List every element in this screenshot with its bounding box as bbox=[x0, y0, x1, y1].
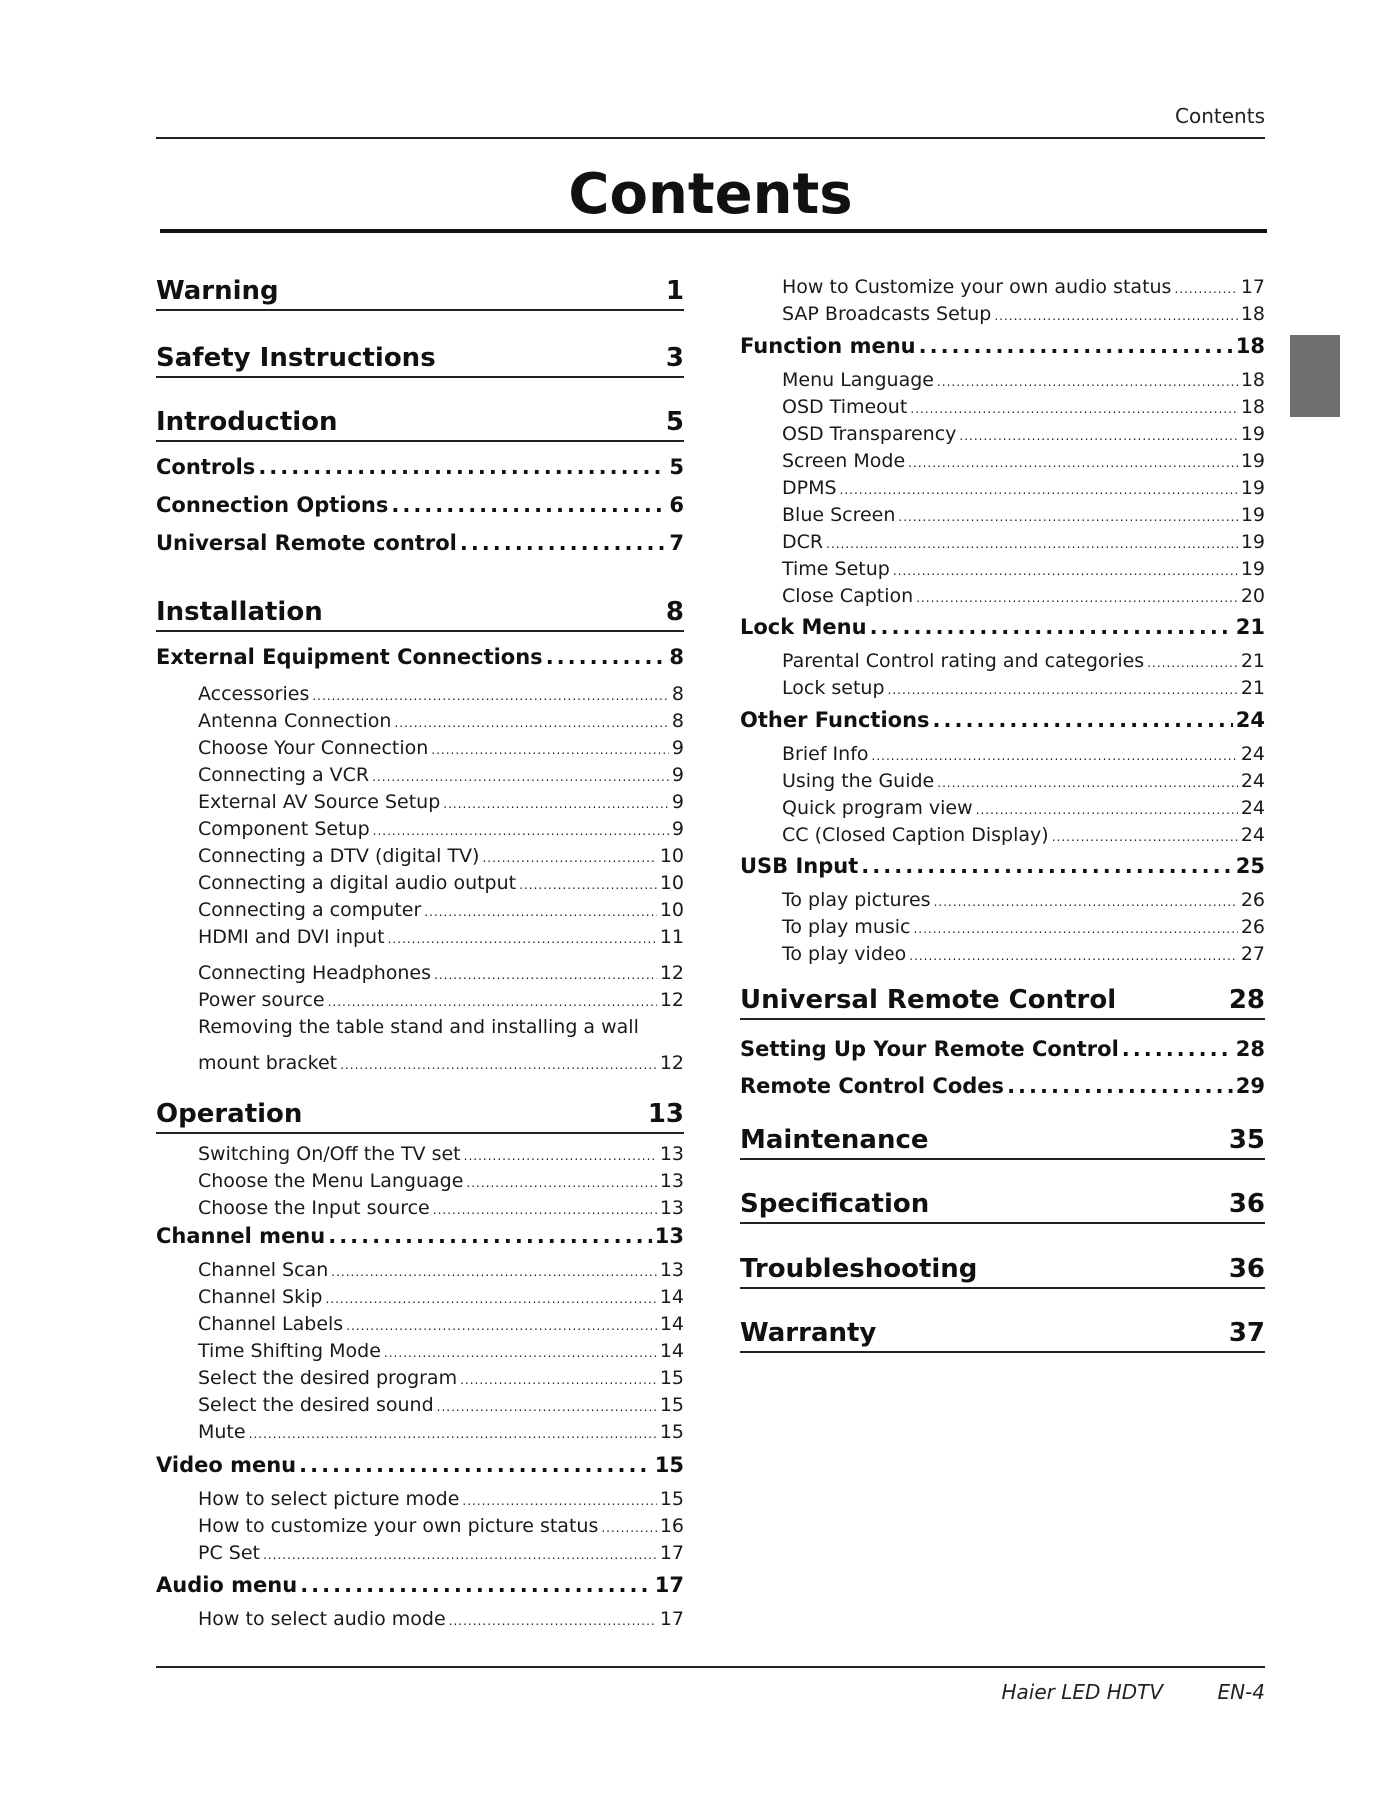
toc-section-entry[interactable] bbox=[156, 1573, 684, 1597]
toc-item-title: Choose Your Connection bbox=[198, 737, 429, 759]
dot-leader bbox=[325, 1286, 656, 1308]
toc-item-entry[interactable] bbox=[156, 872, 684, 894]
toc-item-entry[interactable] bbox=[156, 683, 684, 705]
toc-item-entry[interactable] bbox=[156, 1515, 684, 1537]
toc-section-entry[interactable] bbox=[156, 1453, 684, 1477]
toc-chapter-page: 5 bbox=[665, 407, 684, 437]
toc-item-page: 11 bbox=[659, 926, 684, 948]
toc-item-page: 19 bbox=[1240, 531, 1265, 553]
toc-item-entry[interactable] bbox=[156, 1170, 684, 1192]
toc-item-title: Power source bbox=[198, 989, 325, 1011]
dot-leader bbox=[449, 1608, 657, 1630]
dot-leader bbox=[546, 645, 667, 669]
toc-section-page: 17 bbox=[654, 1573, 684, 1597]
toc-item-entry[interactable] bbox=[740, 889, 1265, 911]
dot-leader bbox=[1122, 1037, 1233, 1061]
toc-item-entry[interactable] bbox=[740, 650, 1265, 672]
toc-chapter-title: Warranty bbox=[740, 1318, 877, 1348]
toc-chapter-page: 35 bbox=[1228, 1125, 1265, 1155]
toc-section-title: Channel menu bbox=[156, 1224, 326, 1248]
toc-section-entry[interactable] bbox=[156, 455, 684, 479]
toc-item-page: 27 bbox=[1240, 943, 1265, 965]
toc-item-title: Brief Info bbox=[782, 743, 869, 765]
toc-item-page: 21 bbox=[1240, 650, 1265, 672]
toc-item-page: 9 bbox=[671, 818, 684, 840]
toc-item-entry[interactable] bbox=[156, 1394, 684, 1416]
dot-leader bbox=[861, 854, 1232, 878]
toc-item-page: 15 bbox=[659, 1367, 684, 1389]
toc-item-entry[interactable] bbox=[156, 1197, 684, 1219]
toc-chapter-title: Specification bbox=[740, 1189, 930, 1219]
toc-section-title: Remote Control Codes bbox=[740, 1074, 1005, 1098]
footer-rule bbox=[156, 1666, 1265, 1668]
toc-item-entry[interactable] bbox=[740, 276, 1265, 298]
toc-item-title: Menu Language bbox=[782, 369, 934, 391]
toc-item-page: 14 bbox=[659, 1313, 684, 1335]
toc-item-title: Connecting a digital audio output bbox=[198, 872, 517, 894]
dot-leader bbox=[913, 916, 1237, 938]
dot-leader bbox=[394, 710, 668, 732]
toc-section-title: Connection Options bbox=[156, 493, 389, 517]
toc-item-entry[interactable] bbox=[156, 962, 684, 984]
toc-item-title: Parental Control rating and categories bbox=[782, 650, 1145, 672]
dot-leader bbox=[340, 1052, 657, 1074]
dot-leader bbox=[937, 369, 1238, 391]
toc-chapter-page: 8 bbox=[665, 597, 684, 627]
toc-section-page: 13 bbox=[654, 1224, 684, 1248]
toc-section-page: 8 bbox=[669, 645, 684, 669]
header-rule bbox=[156, 137, 1265, 139]
dot-leader bbox=[258, 455, 666, 479]
dot-leader bbox=[933, 708, 1233, 732]
toc-item-title: SAP Broadcasts Setup bbox=[782, 303, 992, 325]
dot-leader bbox=[372, 764, 669, 786]
dot-leader bbox=[443, 791, 669, 813]
toc-item-entry[interactable] bbox=[156, 737, 684, 759]
toc-chapter-page: 36 bbox=[1228, 1189, 1265, 1219]
toc-item-entry[interactable] bbox=[156, 989, 684, 1011]
dot-leader bbox=[424, 899, 657, 921]
toc-item-page: 9 bbox=[671, 791, 684, 813]
toc-item-title: HDMI and DVI input bbox=[198, 926, 385, 948]
dot-leader bbox=[300, 1573, 652, 1597]
toc-item-page: 12 bbox=[659, 989, 684, 1011]
dot-leader bbox=[910, 396, 1238, 418]
toc-item-page: 8 bbox=[671, 683, 684, 705]
toc-item-entry[interactable] bbox=[740, 303, 1265, 325]
toc-item-page: 18 bbox=[1240, 303, 1265, 325]
toc-item-entry[interactable] bbox=[156, 764, 684, 786]
dot-leader bbox=[909, 943, 1238, 965]
toc-chapter-page: 13 bbox=[647, 1099, 684, 1129]
toc-item-title: Switching On/Off the TV set bbox=[198, 1143, 461, 1165]
toc-item-entry[interactable] bbox=[740, 477, 1265, 499]
dot-leader bbox=[898, 504, 1237, 526]
dot-leader bbox=[1147, 650, 1238, 672]
toc-item-title: Connecting Headphones bbox=[198, 962, 432, 984]
page-title: Contents bbox=[568, 162, 853, 227]
toc-chapter-entry[interactable] bbox=[740, 1318, 1265, 1353]
dot-leader bbox=[934, 889, 1238, 911]
toc-item-page: 26 bbox=[1240, 889, 1265, 911]
toc-item-entry[interactable] bbox=[156, 1259, 684, 1281]
toc-item-entry[interactable] bbox=[156, 1421, 684, 1443]
toc-item-title: Antenna Connection bbox=[198, 710, 392, 732]
toc-item-page: 15 bbox=[659, 1488, 684, 1510]
toc-item-page: 13 bbox=[659, 1197, 684, 1219]
toc-item-entry[interactable] bbox=[156, 1367, 684, 1389]
toc-item-page: 14 bbox=[659, 1340, 684, 1362]
toc-item-entry[interactable] bbox=[740, 504, 1265, 526]
toc-chapter-title: Safety Instructions bbox=[156, 343, 436, 373]
toc-chapter-page: 3 bbox=[665, 343, 684, 373]
toc-item-title: Connecting a computer bbox=[198, 899, 422, 921]
toc-item-page: 24 bbox=[1240, 743, 1265, 765]
toc-item-title: DPMS bbox=[782, 477, 837, 499]
toc-item-page: 17 bbox=[659, 1542, 684, 1564]
toc-section-entry[interactable] bbox=[740, 334, 1265, 358]
dot-leader bbox=[840, 477, 1238, 499]
toc-item-entry[interactable] bbox=[156, 845, 684, 867]
toc-section-title: Other Functions bbox=[740, 708, 930, 732]
dot-leader bbox=[346, 1313, 657, 1335]
toc-item-page: 12 bbox=[659, 1052, 684, 1074]
dot-leader bbox=[431, 737, 669, 759]
toc-item-page: 20 bbox=[1240, 585, 1265, 607]
dot-leader bbox=[893, 558, 1238, 580]
toc-item-page: 24 bbox=[1240, 797, 1265, 819]
dot-leader bbox=[826, 531, 1238, 553]
toc-item-title: Time Shifting Mode bbox=[198, 1340, 381, 1362]
toc-section-title: Lock Menu bbox=[740, 615, 867, 639]
dot-leader bbox=[331, 1259, 657, 1281]
toc-item-page: 10 bbox=[659, 872, 684, 894]
toc-chapter-entry[interactable] bbox=[740, 985, 1265, 1020]
toc-section-page: 6 bbox=[669, 493, 684, 517]
toc-item-entry[interactable] bbox=[740, 916, 1265, 938]
toc-section-entry[interactable] bbox=[740, 854, 1265, 878]
dot-leader bbox=[384, 1340, 657, 1362]
toc-section-entry[interactable] bbox=[156, 645, 684, 669]
dot-leader bbox=[976, 797, 1238, 819]
running-header: Contents bbox=[1175, 104, 1265, 128]
toc-chapter-page: 37 bbox=[1228, 1318, 1265, 1348]
dot-leader bbox=[466, 1170, 656, 1192]
page-footer bbox=[1001, 1680, 1265, 1704]
toc-item-entry[interactable] bbox=[740, 531, 1265, 553]
toc-item-page: 17 bbox=[659, 1608, 684, 1630]
toc-chapter-entry[interactable] bbox=[156, 407, 684, 442]
toc-item-title: Select the desired program bbox=[198, 1367, 458, 1389]
toc-item-entry[interactable] bbox=[156, 818, 684, 840]
title-rule bbox=[160, 229, 1267, 233]
dot-leader bbox=[994, 303, 1237, 325]
toc-chapter-page: 28 bbox=[1228, 985, 1265, 1015]
toc-item-title: External AV Source Setup bbox=[198, 791, 441, 813]
toc-item-title: Mute bbox=[198, 1421, 246, 1443]
toc-item-page: 10 bbox=[659, 899, 684, 921]
toc-item-page: 10 bbox=[659, 845, 684, 867]
toc-chapter-entry[interactable] bbox=[740, 1189, 1265, 1224]
toc-section-page: 5 bbox=[669, 455, 684, 479]
toc-item-title: Channel Skip bbox=[198, 1286, 323, 1308]
toc-item-page: 15 bbox=[659, 1421, 684, 1443]
toc-item-title: To play video bbox=[782, 943, 907, 965]
dot-leader bbox=[373, 818, 669, 840]
toc-item-entry[interactable] bbox=[156, 1052, 684, 1074]
toc-item-entry[interactable] bbox=[156, 1313, 684, 1335]
toc-chapter-entry[interactable] bbox=[156, 597, 684, 632]
toc-item-entry[interactable] bbox=[740, 770, 1265, 792]
toc-chapter-title: Troubleshooting bbox=[740, 1254, 978, 1284]
toc-chapter-entry[interactable] bbox=[156, 343, 684, 378]
toc-section-page: 18 bbox=[1235, 334, 1265, 358]
dot-leader bbox=[482, 845, 656, 867]
toc-item-page: 15 bbox=[659, 1394, 684, 1416]
toc-item-page: 13 bbox=[659, 1170, 684, 1192]
toc-item-title: Connecting a VCR bbox=[198, 764, 370, 786]
toc-item-entry[interactable] bbox=[156, 1488, 684, 1510]
toc-chapter-title: Warning bbox=[156, 276, 279, 306]
toc-section-page: 24 bbox=[1235, 708, 1265, 732]
toc-chapter-page: 36 bbox=[1228, 1254, 1265, 1284]
toc-item-title: Channel Scan bbox=[198, 1259, 329, 1281]
dot-leader bbox=[460, 1367, 657, 1389]
dot-leader bbox=[872, 743, 1238, 765]
toc-item-entry[interactable] bbox=[740, 423, 1265, 445]
toc-item-entry[interactable] bbox=[740, 797, 1265, 819]
toc-item-title: Channel Labels bbox=[198, 1313, 344, 1335]
footer-page-number: EN-4 bbox=[1217, 1680, 1265, 1704]
toc-item-entry[interactable] bbox=[740, 369, 1265, 391]
toc-item-page: 19 bbox=[1240, 477, 1265, 499]
toc-section-title: External Equipment Connections bbox=[156, 645, 543, 669]
toc-section-page: 21 bbox=[1235, 615, 1265, 639]
toc-item-page: 24 bbox=[1240, 770, 1265, 792]
dot-leader bbox=[888, 677, 1238, 699]
dot-leader bbox=[519, 872, 657, 894]
toc-item-page: 19 bbox=[1240, 423, 1265, 445]
dot-leader bbox=[959, 423, 1237, 445]
dot-leader bbox=[908, 450, 1238, 472]
toc-section-title: Audio menu bbox=[156, 1573, 298, 1597]
toc-item-title: OSD Transparency bbox=[782, 423, 957, 445]
toc-item-page: 12 bbox=[659, 962, 684, 984]
toc-section-entry[interactable] bbox=[156, 1224, 684, 1248]
toc-item-title: Accessories bbox=[198, 683, 310, 705]
toc-item-page: 13 bbox=[659, 1259, 684, 1281]
toc-section-page: 25 bbox=[1235, 854, 1265, 878]
toc-section-title: Setting Up Your Remote Control bbox=[740, 1037, 1119, 1061]
toc-section-title: USB Input bbox=[740, 854, 859, 878]
toc-item-entry[interactable] bbox=[156, 1608, 684, 1630]
toc-chapter-entry[interactable] bbox=[156, 1099, 684, 1134]
toc-item-entry[interactable] bbox=[740, 558, 1265, 580]
toc-item-entry[interactable] bbox=[740, 677, 1265, 699]
toc-item-page: 19 bbox=[1240, 558, 1265, 580]
toc-item-entry[interactable] bbox=[740, 450, 1265, 472]
toc-item-page: 13 bbox=[659, 1143, 684, 1165]
dot-leader bbox=[328, 989, 657, 1011]
toc-item-title: How to customize your own picture status bbox=[198, 1515, 599, 1537]
toc-item-title: Blue Screen bbox=[782, 504, 896, 526]
toc-chapter-entry[interactable] bbox=[740, 1125, 1265, 1160]
toc-item-title: Select the desired sound bbox=[198, 1394, 434, 1416]
toc-item-entry[interactable] bbox=[740, 585, 1265, 607]
dot-leader bbox=[462, 1488, 656, 1510]
toc-item-title: CC (Closed Caption Display) bbox=[782, 824, 1049, 846]
dot-leader bbox=[870, 615, 1233, 639]
toc-item-title: PC Set bbox=[198, 1542, 260, 1564]
toc-item-title: Using the Guide bbox=[782, 770, 935, 792]
chapter-thumb-tab bbox=[1290, 335, 1340, 417]
dot-leader bbox=[299, 1453, 652, 1477]
toc-section-page: 28 bbox=[1235, 1037, 1265, 1061]
toc-section-page: 7 bbox=[669, 531, 684, 555]
toc-item-title: Quick program view bbox=[782, 797, 973, 819]
dot-leader bbox=[1007, 1074, 1233, 1098]
dot-leader bbox=[919, 334, 1233, 358]
dot-leader bbox=[434, 962, 657, 984]
toc-section-page: 15 bbox=[654, 1453, 684, 1477]
toc-item-title: How to Customize your own audio status bbox=[782, 276, 1172, 298]
toc-item-title: mount bracket bbox=[198, 1052, 338, 1074]
toc-item-page: 18 bbox=[1240, 369, 1265, 391]
toc-item-entry[interactable] bbox=[740, 396, 1265, 418]
toc-item-page: 24 bbox=[1240, 824, 1265, 846]
toc-item-title: How to select audio mode bbox=[198, 1608, 446, 1630]
toc-item-title: Component Setup bbox=[198, 818, 370, 840]
toc-section-entry[interactable] bbox=[156, 493, 684, 517]
toc-item-title: OSD Timeout bbox=[782, 396, 908, 418]
toc-item-title: Screen Mode bbox=[782, 450, 906, 472]
toc-item-title: To play pictures bbox=[782, 889, 931, 911]
dot-leader bbox=[433, 1197, 657, 1219]
toc-item-title: Choose the Menu Language bbox=[198, 1170, 464, 1192]
toc-item-entry[interactable] bbox=[740, 743, 1265, 765]
toc-item-page: 19 bbox=[1240, 450, 1265, 472]
toc-item-page: 14 bbox=[659, 1286, 684, 1308]
toc-item-title: Lock setup bbox=[782, 677, 885, 699]
toc-item-page: 19 bbox=[1240, 504, 1265, 526]
dot-leader bbox=[916, 585, 1238, 607]
toc-item-entry[interactable] bbox=[156, 710, 684, 732]
toc-item-page: 26 bbox=[1240, 916, 1265, 938]
toc-section-title: Video menu bbox=[156, 1453, 297, 1477]
toc-item-entry[interactable] bbox=[156, 1340, 684, 1362]
dot-leader bbox=[437, 1394, 657, 1416]
dot-leader bbox=[391, 493, 666, 517]
toc-item-page: 8 bbox=[671, 710, 684, 732]
toc-section-entry[interactable] bbox=[156, 531, 684, 555]
toc-chapter-title: Universal Remote Control bbox=[740, 985, 1117, 1015]
toc-item-title: Removing the table stand and installing a wall bbox=[198, 1016, 639, 1038]
toc-section-entry[interactable] bbox=[740, 1037, 1265, 1061]
toc-chapter-title: Maintenance bbox=[740, 1125, 929, 1155]
toc-item-entry-continued[interactable] bbox=[156, 1016, 684, 1038]
dot-leader bbox=[460, 531, 667, 555]
toc-item-page: 18 bbox=[1240, 396, 1265, 418]
toc-item-page: 9 bbox=[671, 764, 684, 786]
toc-item-entry[interactable] bbox=[156, 926, 684, 948]
toc-section-entry[interactable] bbox=[740, 615, 1265, 639]
toc-section-page: 29 bbox=[1235, 1074, 1265, 1098]
toc-item-title: Choose the Input source bbox=[198, 1197, 430, 1219]
toc-item-page: 17 bbox=[1240, 276, 1265, 298]
toc-item-title: How to select picture mode bbox=[198, 1488, 460, 1510]
toc-item-title: Time Setup bbox=[782, 558, 890, 580]
dot-leader bbox=[249, 1421, 657, 1443]
dot-leader bbox=[388, 926, 657, 948]
toc-item-entry[interactable] bbox=[156, 1286, 684, 1308]
toc-chapter-title: Introduction bbox=[156, 407, 338, 437]
toc-chapter-page: 1 bbox=[665, 276, 684, 306]
dot-leader bbox=[601, 1515, 656, 1537]
toc-item-title: Close Caption bbox=[782, 585, 914, 607]
toc-section-entry[interactable] bbox=[740, 1074, 1265, 1098]
toc-item-page: 21 bbox=[1240, 677, 1265, 699]
toc-section-title: Controls bbox=[156, 455, 256, 479]
dot-leader bbox=[937, 770, 1238, 792]
toc-section-title: Universal Remote control bbox=[156, 531, 457, 555]
dot-leader bbox=[312, 683, 669, 705]
dot-leader bbox=[328, 1224, 652, 1248]
toc-item-entry[interactable] bbox=[156, 791, 684, 813]
toc-item-entry[interactable] bbox=[156, 899, 684, 921]
toc-item-page: 16 bbox=[659, 1515, 684, 1537]
toc-chapter-entry[interactable] bbox=[740, 1254, 1265, 1289]
toc-item-page: 9 bbox=[671, 737, 684, 759]
toc-item-entry[interactable] bbox=[156, 1143, 684, 1165]
toc-section-title: Function menu bbox=[740, 334, 916, 358]
toc-item-entry[interactable] bbox=[740, 943, 1265, 965]
footer-product: Haier LED HDTV bbox=[1001, 1680, 1164, 1704]
dot-leader bbox=[464, 1143, 657, 1165]
toc-chapter-entry[interactable] bbox=[156, 276, 684, 311]
dot-leader bbox=[1052, 824, 1238, 846]
toc-item-entry[interactable] bbox=[156, 1542, 684, 1564]
toc-chapter-title: Operation bbox=[156, 1099, 303, 1129]
toc-section-entry[interactable] bbox=[740, 708, 1265, 732]
dot-leader bbox=[1174, 276, 1237, 298]
toc-item-title: Connecting a DTV (digital TV) bbox=[198, 845, 480, 867]
toc-item-title: To play music bbox=[782, 916, 911, 938]
toc-item-entry[interactable] bbox=[740, 824, 1265, 846]
toc-chapter-title: Installation bbox=[156, 597, 323, 627]
toc-item-title: DCR bbox=[782, 531, 824, 553]
dot-leader bbox=[263, 1542, 657, 1564]
